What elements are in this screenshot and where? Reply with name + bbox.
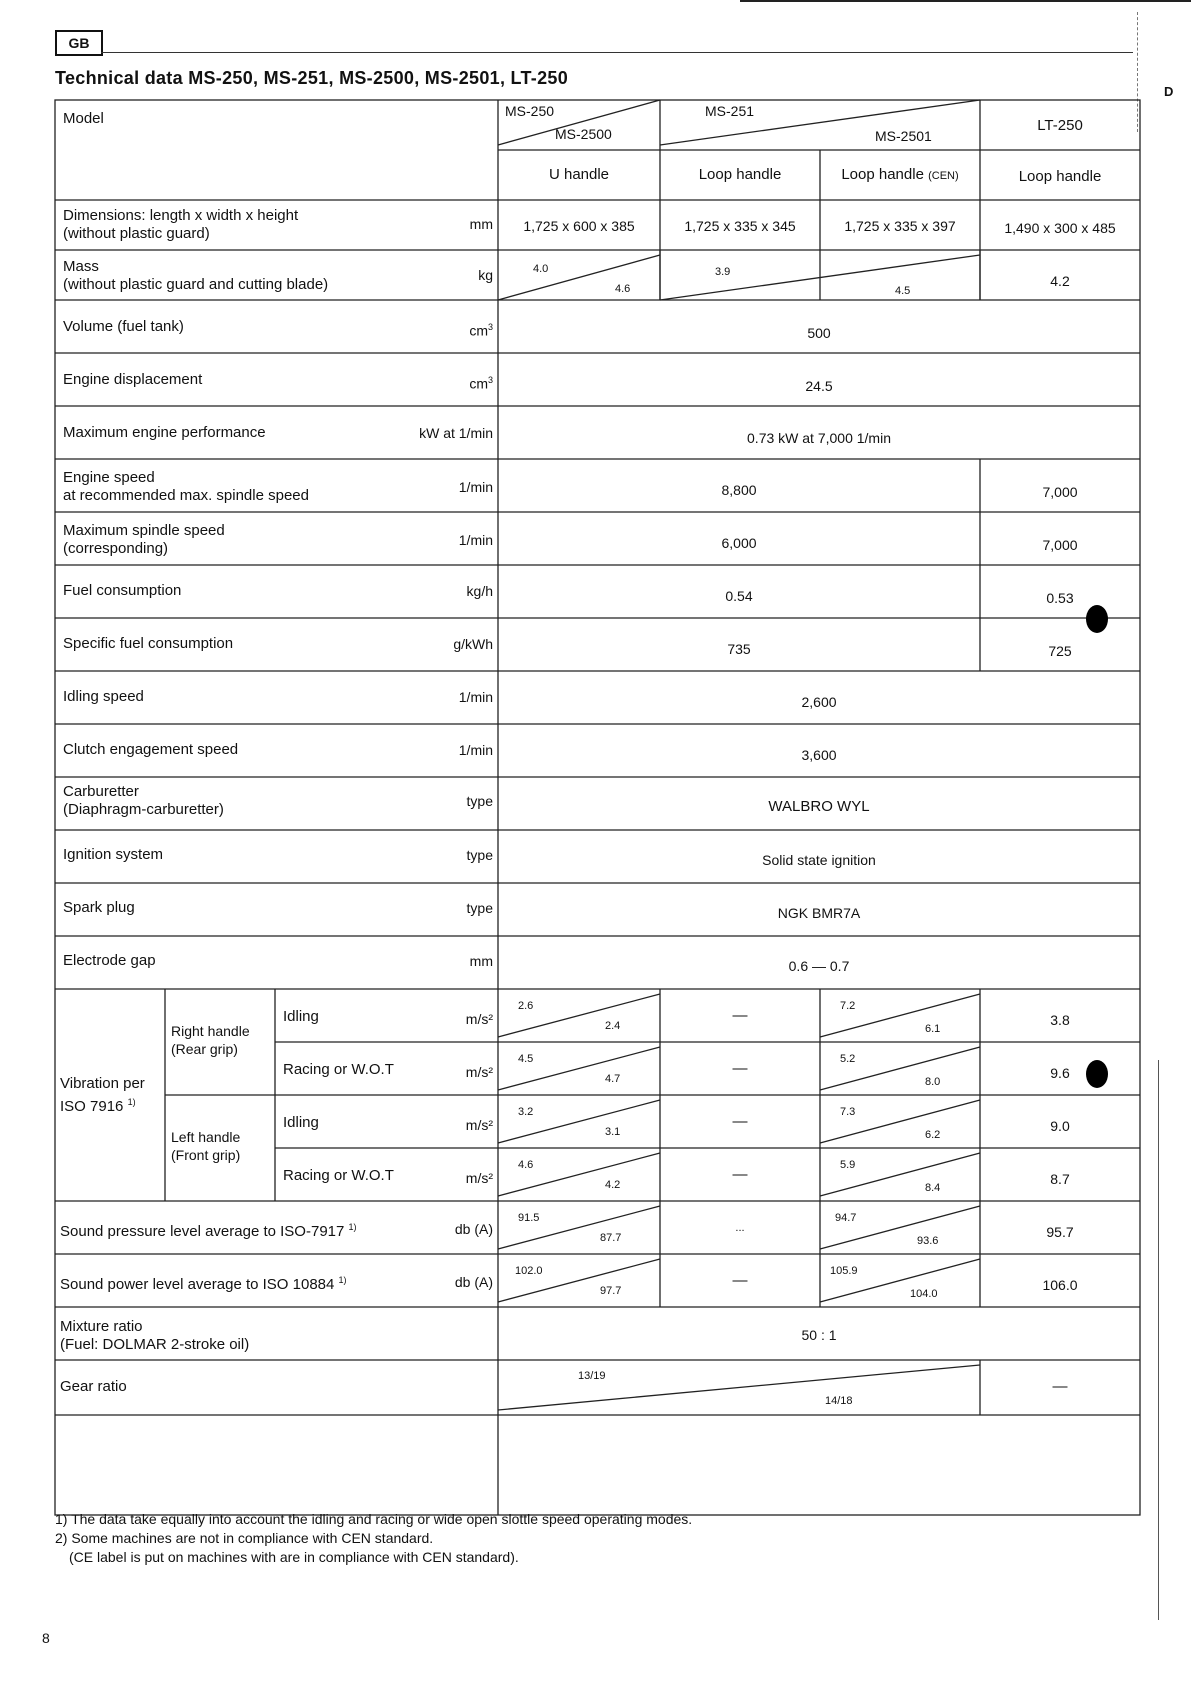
spindle-speed-lt: 7,000 (1042, 537, 1078, 553)
spindle-speed-value: 6,000 (721, 535, 757, 551)
mass-lt250: 4.2 (1050, 273, 1070, 289)
page-title: Technical data MS-250, MS-251, MS-2500, MS-2501, LT-250 (55, 68, 569, 88)
side-language-tag: D (1164, 84, 1174, 99)
ink-blot (1086, 605, 1108, 633)
vib-2-ms2501b: 8.0 (925, 1076, 941, 1088)
handle-loop-cen: Loop handle (CEN) (841, 166, 959, 183)
left-handle-label: Left handle (Front grip) (171, 1129, 241, 1163)
engine-speed-label: Engine speed at recommended max. spindle speed 1/min (63, 469, 493, 504)
sound-pressure-ms2500: 87.7 (600, 1232, 622, 1244)
gear-ratio-lt250: — (1052, 1378, 1068, 1395)
vib-1-ms251: — (732, 1007, 748, 1024)
spark-plug-value: NGK BMR7A (777, 905, 861, 921)
model-ms2501: MS-2501 (875, 128, 932, 144)
vib-3-ms2501b: 6.2 (925, 1129, 941, 1141)
mixture-value: 50 : 1 (801, 1327, 837, 1343)
mixture-label: Mixture ratio (Fuel: DOLMAR 2-stroke oil) (60, 1318, 250, 1353)
ignition-label: Ignition system type (63, 846, 493, 863)
sound-pressure-ms2501a: 94.7 (835, 1212, 857, 1224)
gear-ratio-ms250: 13/19 (578, 1370, 606, 1382)
gear-ratio-label: Gear ratio (60, 1378, 127, 1395)
model-label: Model (63, 110, 104, 127)
vib-4-ms2501a: 5.9 (840, 1159, 856, 1171)
vib-4-ms251: — (732, 1166, 748, 1183)
vib-3-ms2501a: 7.3 (840, 1106, 856, 1118)
vib-4-ms2500: 4.2 (605, 1179, 621, 1191)
clutch-speed-value: 3,600 (801, 747, 837, 763)
vib-1-ms2501a: 7.2 (840, 1000, 856, 1012)
vib-1-ms2500: 2.4 (605, 1020, 621, 1032)
engine-speed-lt: 7,000 (1042, 484, 1078, 500)
sound-pressure-ms250: 91.5 (518, 1212, 540, 1224)
sound-pressure-ms2501b: 93.6 (917, 1235, 939, 1247)
vib-1-lt250: 3.8 (1050, 1012, 1070, 1028)
dims-ms251: 1,725 x 335 x 345 (684, 218, 796, 234)
vib-3-ms250: 3.2 (518, 1106, 534, 1118)
dims-label: Dimensions: length x width x height (without plastic guard) mm (63, 207, 493, 242)
vibration-label: Vibration per ISO 7916 $^{1)}$ (60, 1075, 145, 1115)
vib-4-lt250: 8.7 (1050, 1171, 1070, 1187)
fuel-consumption-lt: 0.53 (1046, 590, 1074, 606)
model-ms2500: MS-2500 (555, 126, 612, 142)
idling-speed-value: 2,600 (801, 694, 837, 710)
mass-label: Mass (without plastic guard and cutting blade) kg (63, 258, 493, 293)
gear-diagonal (498, 1365, 980, 1410)
footnote-1: 1) The data take equally into account the idling and racing or wide open slottle speed operating modes. (55, 1511, 693, 1527)
performance-value: 0.73 kW at 7,000 1/min (747, 430, 891, 446)
handle-u: U handle (548, 166, 610, 183)
sound-power-ms2500: 97.7 (600, 1285, 622, 1297)
specific-fuel-value: 735 (727, 641, 751, 657)
margin-rule-lower (1158, 1060, 1159, 1620)
header-rule (101, 52, 1133, 53)
vib-2-lt250: 9.6 (1050, 1065, 1070, 1081)
mass-ms2500: 4.6 (615, 283, 631, 295)
vib-3-ms251: — (732, 1113, 748, 1130)
fuel-tank-value: 500 (807, 325, 831, 341)
vib-row-1-label: Idling m/s² (283, 1008, 493, 1027)
dims-ms2501: 1,725 x 335 x 397 (844, 218, 956, 234)
specific-fuel-label: Specific fuel consumption g/kWh (63, 635, 493, 652)
vib-2-ms2501a: 5.2 (840, 1053, 856, 1065)
vib-1-ms2501b: 6.1 (925, 1023, 941, 1035)
model-ms251: MS-251 (705, 103, 755, 119)
mass-ms2501: 4.5 (895, 285, 911, 297)
mass-diagonal (498, 255, 660, 300)
sound-pressure-ms251: ... (735, 1222, 745, 1234)
top-rule (740, 0, 1191, 2)
sound-pressure-lt250: 95.7 (1046, 1224, 1074, 1240)
sound-power-lt250: 106.0 (1042, 1277, 1078, 1293)
fuel-consumption-value: 0.54 (725, 588, 753, 604)
vib-2-ms250: 4.5 (518, 1053, 534, 1065)
engine-speed-value: 8,800 (721, 482, 757, 498)
sound-power-ms250: 102.0 (515, 1265, 543, 1277)
footnote-2: 2) Some machines are not in compliance with CEN standard. (55, 1530, 434, 1546)
vib-2-ms251: — (732, 1060, 748, 1077)
model-ms250: MS-250 (505, 103, 555, 119)
clutch-speed-label: Clutch engagement speed 1/min (63, 741, 493, 758)
displacement-label: Engine displacement $cm^3$ (63, 371, 493, 392)
sound-power-label: Sound power level average to ISO 10884 $^{1)}$ db (A) (60, 1274, 493, 1293)
vib-4-ms250: 4.6 (518, 1159, 534, 1171)
idling-speed-label: Idling speed 1/min (63, 688, 493, 705)
ink-blot (1086, 1060, 1108, 1088)
footnote-3: (CE label is put on machines with are in compliance with CEN standard). (69, 1549, 519, 1565)
electrode-gap-value: 0.6 — 0.7 (788, 958, 850, 974)
vib-1-ms250: 2.6 (518, 1000, 534, 1012)
ignition-value: Solid state ignition (762, 852, 876, 868)
sound-power-ms251: — (732, 1272, 748, 1289)
language-tag: GB (55, 30, 103, 56)
mass-ms250: 4.0 (533, 263, 549, 275)
sound-power-ms2501a: 105.9 (830, 1265, 858, 1277)
specific-fuel-lt: 725 (1048, 643, 1072, 659)
spark-plug-label: Spark plug type (63, 899, 493, 916)
handle-loop-lt: Loop handle (1018, 168, 1102, 185)
spec-table (55, 100, 1140, 1515)
vib-3-lt250: 9.0 (1050, 1118, 1070, 1134)
fuel-consumption-label: Fuel consumption kg/h (63, 582, 493, 599)
dims-lt250: 1,490 x 300 x 485 (1004, 220, 1116, 236)
vib-row-4-label: Racing or W.O.T m/s² (283, 1167, 493, 1186)
footnotes (55, 1510, 692, 1567)
page-number: 8 (42, 1630, 50, 1646)
performance-label: Maximum engine performance kW at 1/min (63, 424, 493, 441)
handle-loop: Loop handle (698, 166, 782, 183)
gear-ratio-ms251: 14/18 (825, 1395, 853, 1407)
fuel-tank-label: Volume (fuel tank) $cm^3$ (63, 318, 493, 339)
vib-2-ms2500: 4.7 (605, 1073, 621, 1085)
vib-3-ms2500: 3.1 (605, 1126, 621, 1138)
electrode-gap-label: Electrode gap mm (63, 952, 493, 969)
model-lt250: LT-250 (1037, 117, 1083, 134)
carburetter-value: WALBRO WYL (768, 798, 870, 815)
sound-power-ms2501b: 104.0 (910, 1288, 938, 1300)
spindle-speed-label: Maximum spindle speed (corresponding) 1/min (63, 522, 493, 557)
vib-4-ms2501b: 8.4 (925, 1182, 941, 1194)
displacement-value: 24.5 (805, 378, 833, 394)
carburetter-label: Carburetter (Diaphragm-carburetter) type (63, 783, 493, 818)
right-handle-label: Right handle (Rear grip) (171, 1023, 250, 1057)
mass-ms251: 3.9 (715, 266, 731, 278)
vib-row-2-label: Racing or W.O.T m/s² (283, 1061, 493, 1080)
vib-row-3-label: Idling m/s² (283, 1114, 493, 1133)
sound-pressure-label: Sound pressure level average to ISO-7917 $^{1)}$ db (A) (60, 1221, 493, 1240)
dims-ms250: 1,725 x 600 x 385 (523, 218, 635, 234)
